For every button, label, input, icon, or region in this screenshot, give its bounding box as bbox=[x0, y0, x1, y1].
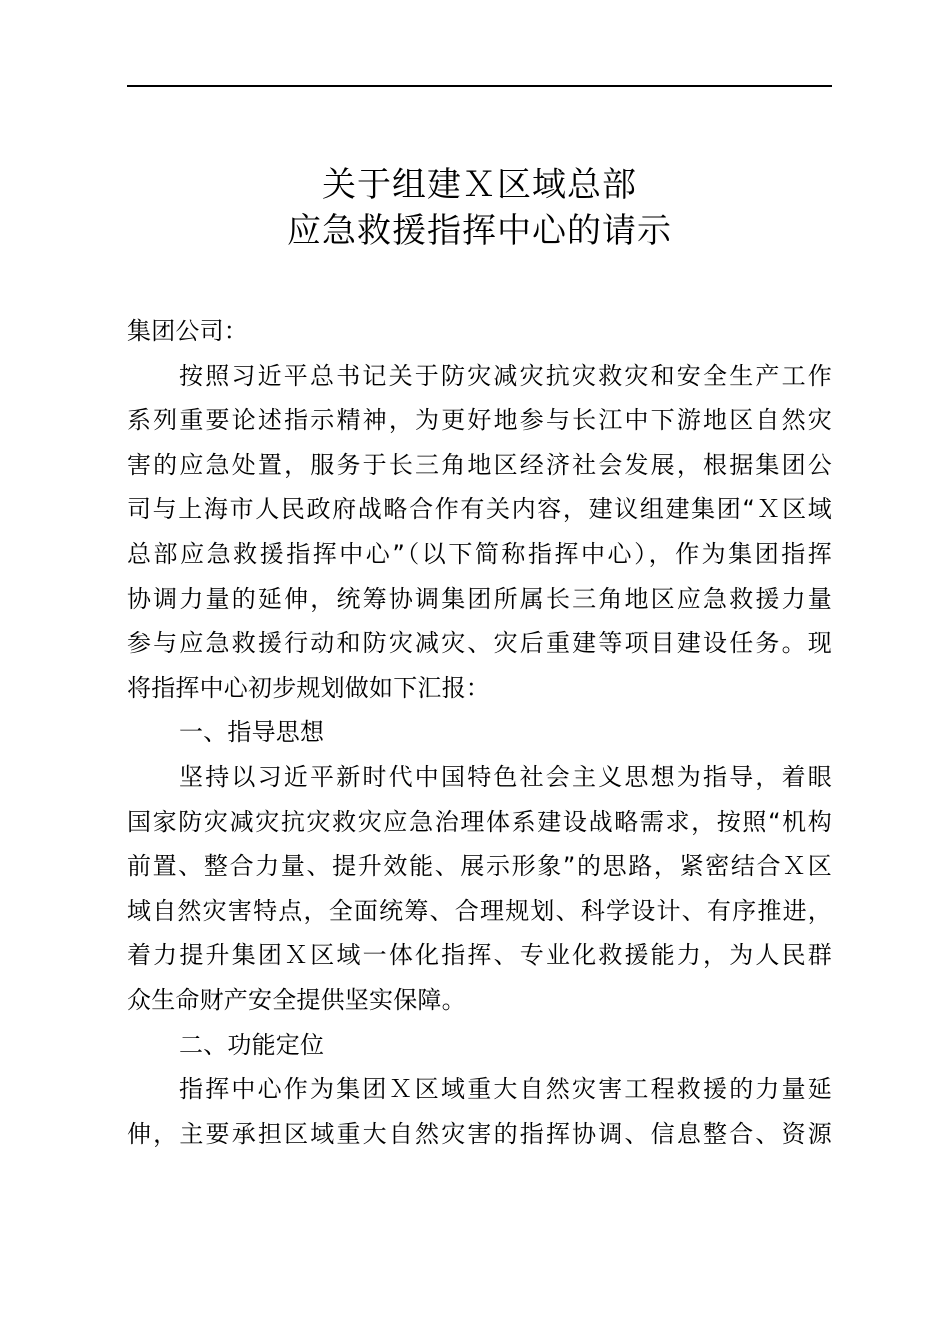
document-title bbox=[127, 162, 832, 254]
title-line-1: 关于组建Ｘ区域总部 bbox=[322, 165, 637, 205]
section-heading-guiding-ideology: 一、指导思想 bbox=[179, 718, 325, 747]
text-line: 国家防灾减灾抗灾救灾应急治理体系建设战略需求，按照“机构 bbox=[127, 807, 832, 836]
header-rule bbox=[127, 85, 832, 87]
text-line: 伸，主要承担区域重大自然灾害的指挥协调、信息整合、资源 bbox=[127, 1119, 832, 1148]
document-body bbox=[127, 309, 832, 1156]
text-line: 前置、整合力量、提升效能、展示形象”的思路，紧密结合Ｘ区 bbox=[127, 852, 832, 881]
paragraph-intro bbox=[127, 354, 832, 711]
text-line: 将指挥中心初步规划做如下汇报： bbox=[127, 673, 490, 702]
text-line: 总部应急救援指挥中心”（以下简称指挥中心），作为集团指挥 bbox=[127, 539, 832, 568]
text-line: 坚持以习近平新时代中国特色社会主义思想为指导，着眼 bbox=[179, 762, 832, 791]
text-line: 按照习近平总书记关于防灾减灾抗灾救灾和安全生产工作 bbox=[179, 361, 832, 390]
salutation: 集团公司： bbox=[127, 317, 248, 345]
title-line-2: 应急救援指挥中心的请示 bbox=[287, 211, 672, 251]
text-line: 参与应急救援行动和防灾减灾、灾后重建等项目建设任务。现 bbox=[127, 629, 832, 658]
text-line: 系列重要论述指示精神，为更好地参与长江中下游地区自然灾 bbox=[127, 406, 832, 435]
text-line: 害的应急处置，服务于长三角地区经济社会发展，根据集团公 bbox=[127, 450, 832, 479]
text-line: 司与上海市人民政府战略合作有关内容，建议组建集团“Ｘ区域 bbox=[127, 495, 832, 524]
text-line: 众生命财产安全提供坚实保障。 bbox=[127, 985, 466, 1014]
text-line: 着力提升集团Ｘ区域一体化指挥、专业化救援能力，为人民群 bbox=[127, 941, 832, 970]
paragraph-guiding-ideology bbox=[127, 755, 832, 1023]
text-line: 域自然灾害特点，全面统筹、合理规划、科学设计、有序推进， bbox=[127, 896, 832, 925]
text-line: 指挥中心作为集团Ｘ区域重大自然灾害工程救援的力量延 bbox=[179, 1075, 832, 1104]
text-line: 协调力量的延伸，统筹协调集团所属长三角地区应急救援力量 bbox=[127, 584, 832, 613]
section-heading-function-positioning: 二、功能定位 bbox=[179, 1030, 325, 1059]
paragraph-function-positioning bbox=[127, 1067, 832, 1156]
